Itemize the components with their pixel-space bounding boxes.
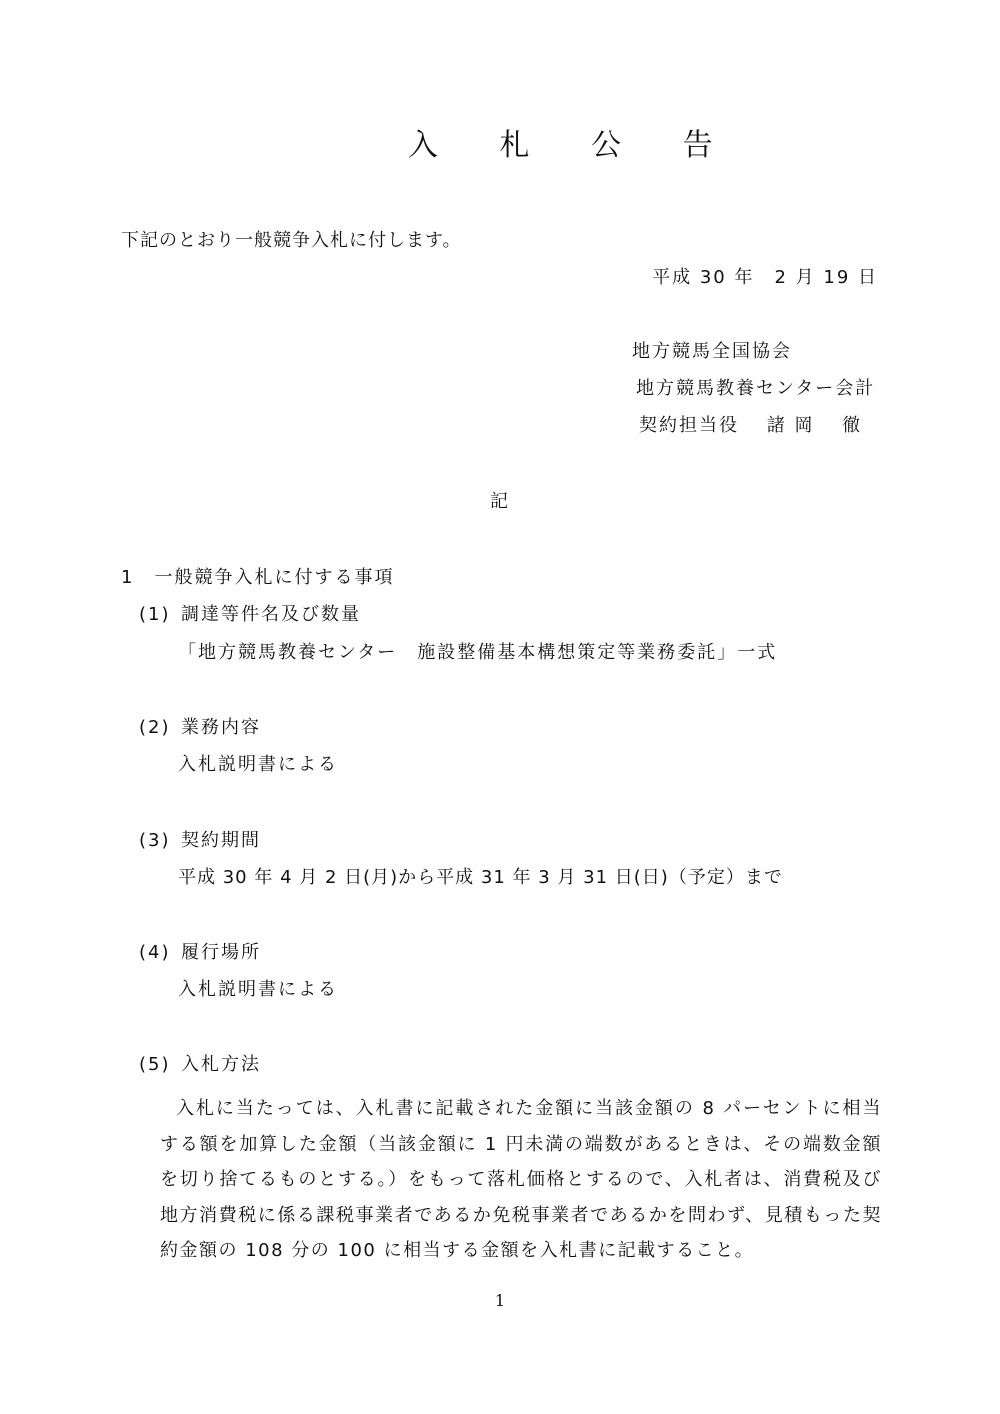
item-label: 入札方法: [181, 1054, 261, 1075]
item-body: 平成 30 年 4 月 2 日(月)から平成 31 年 3 月 31 日(日)（予定）まで: [178, 867, 783, 888]
ki-heading: 記: [490, 491, 510, 512]
item-body: 「地方競馬教養センター 施設整備基本構想策定等業務委託」一式: [178, 642, 778, 663]
item-label: 調達等件名及び数量: [181, 604, 361, 625]
item-number: (4): [139, 942, 171, 963]
item-label: 契約期間: [181, 830, 261, 851]
bidding-method-paragraph: 入札に当たっては、入札書に記載された金額に当該金額の 8 パーセントに相当する額を加算した金額（当該金額に 1 円未満の端数があるときは、その端数金額を切り捨てるものとする。）をもって落札価格とするので、入札者は、消費税及び地方消費税に係る課税事業者であるか免税事業者であるかを問わず、見積もった契約金額の 108 分の 100 に相当する金額を入札書に記載すること。: [160, 1098, 882, 1261]
item-label: 履行場所: [181, 942, 261, 963]
item-label: 業務内容: [181, 717, 261, 738]
intro-text: 下記のとおり一般競争入札に付します。: [121, 230, 462, 251]
issuer-department: 地方競馬教養センター会計: [636, 378, 876, 399]
item-number: (2): [139, 717, 171, 738]
item-body: 入札説明書による: [178, 979, 338, 1000]
notice-date: 平成 30 年 2 月 19 日: [652, 267, 878, 288]
item-number: (5): [139, 1054, 171, 1075]
section-heading: 1 一般競争入札に付する事項: [121, 567, 395, 588]
page-number: 1: [494, 1291, 506, 1310]
item-number: (1): [139, 604, 171, 625]
item-body: 入札説明書による: [178, 754, 338, 775]
issuer-organization: 地方競馬全国協会: [632, 341, 792, 362]
document-title: 入 札 公 告: [408, 128, 739, 163]
item-number: (3): [139, 830, 171, 851]
issuer-officer: 契約担当役 諸 岡 徹: [639, 415, 863, 436]
